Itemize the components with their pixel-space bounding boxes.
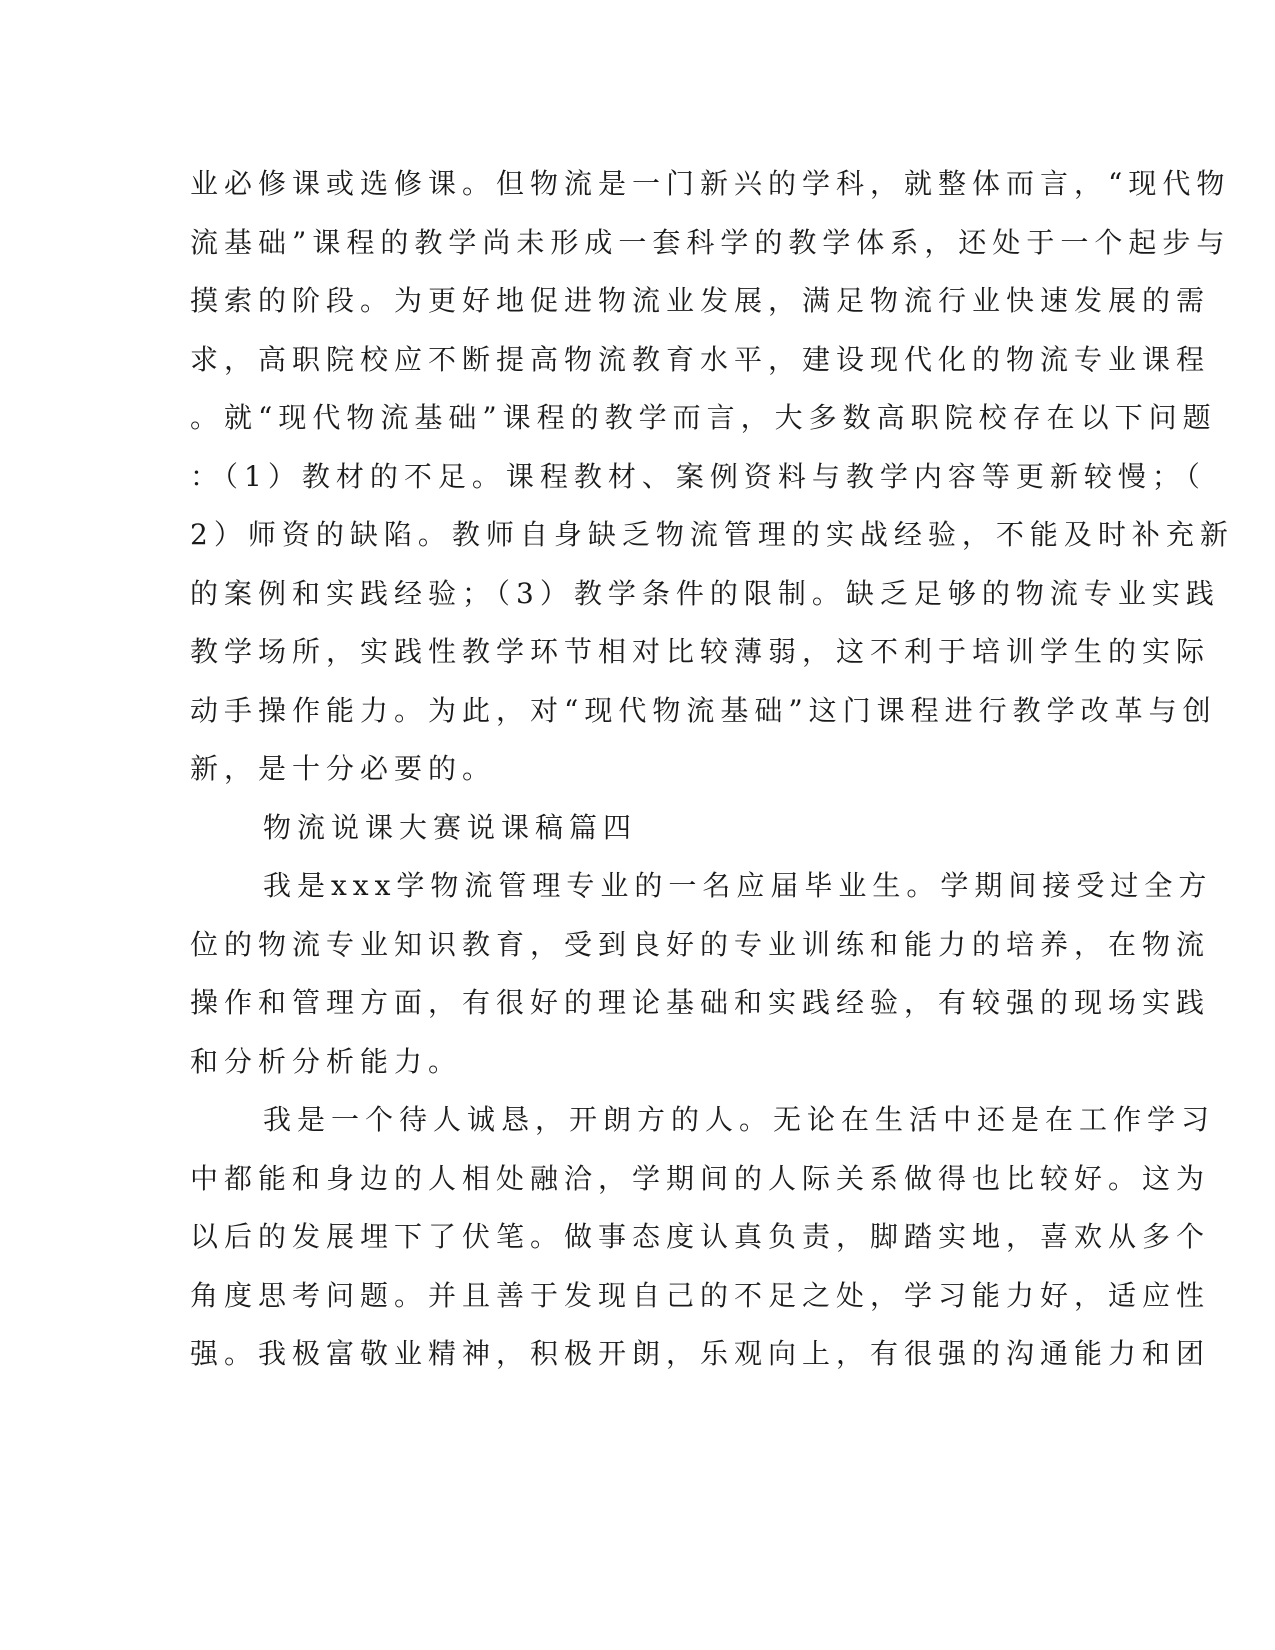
text-line: 的案例和实践经验；（3）教学条件的限制。缺乏足够的物流专业实践 [190,577,1220,610]
text-line: 新，是十分必要的。 [190,752,497,785]
text-line: 业必修课或选修课。但物流是一门新兴的学科，就整体而言，“现代物 [190,167,1231,200]
text-line: 流基础”课程的教学尚未形成一套科学的教学体系，还处于一个起步与 [190,226,1231,259]
text-line: 以后的发展埋下了伏笔。做事态度认真负责，脚踏实地，喜欢从多个 [190,1220,1211,1253]
text-line: 动手操作能力。为此，对“现代物流基础”这门课程进行教学改革与创 [190,694,1217,727]
text-line: 和分析分析能力。 [190,1045,463,1078]
section-heading: 物流说课大赛说课稿篇四 [263,811,638,844]
text-line: ：（1）教材的不足。课程教材、案例资料与教学内容等更新较慢；（ [190,460,1206,493]
text-line: 位的物流专业知识教育，受到良好的专业训练和能力的培养，在物流 [190,928,1211,961]
text-line: 我是xxx学物流管理专业的一名应届毕业生。学期间接受过全方 [263,869,1213,902]
text-line: 摸索的阶段。为更好地促进物流业发展，满足物流行业快速发展的需 [190,284,1211,317]
text-line: 教学场所，实践性教学环节相对比较薄弱，这不利于培训学生的实际 [190,635,1211,668]
text-line: 2）师资的缺陷。教师自身缺乏物流管理的实战经验，不能及时补充新 [190,518,1234,551]
text-line: 。就“现代物流基础”课程的教学而言，大多数高职院校存在以下问题 [190,401,1217,434]
text-line: 强。我极富敬业精神，积极开朗，乐观向上，有很强的沟通能力和团 [190,1337,1211,1370]
text-line: 角度思考问题。并且善于发现自己的不足之处，学习能力好，适应性 [190,1279,1211,1312]
text-line: 中都能和身边的人相处融洽，学期间的人际关系做得也比较好。这为 [190,1162,1211,1195]
text-line: 我是一个待人诚恳，开朗方的人。无论在生活中还是在工作学习 [263,1103,1216,1136]
text-line: 求，高职院校应不断提高物流教育水平，建设现代化的物流专业课程 [190,343,1211,376]
text-line: 操作和管理方面，有很好的理论基础和实践经验，有较强的现场实践 [190,986,1211,1019]
